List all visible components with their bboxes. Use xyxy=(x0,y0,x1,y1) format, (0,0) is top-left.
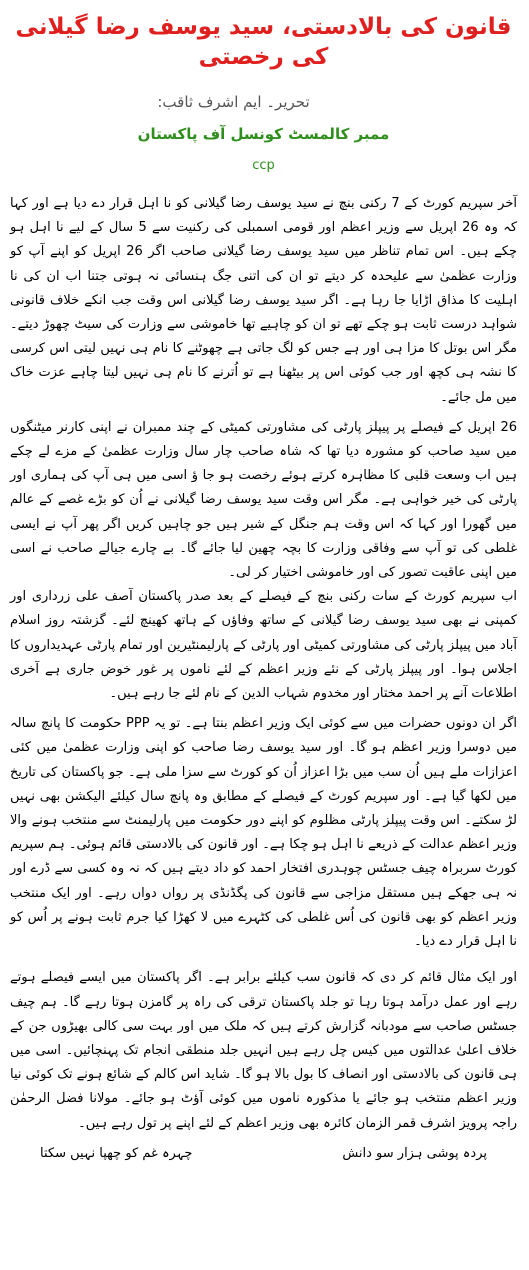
article-page xyxy=(0,12,529,1270)
paragraph-1: آخر سپریم کورٹ کے 7 رکنی بنچ نے سید یوسف رضا گیلانی کو نا اہل قرار دے دیا ہے اور کہا کہ وہ 26 اپریل سے وزیر اعظم اور قومی اسمبلی کی رکنیت سے 5 سال کے لیے نا اہل ہو چکے ہیں۔ اس تمام تناظر میں سید یوسف رضا گیلانی صاحب اگر 26 اپریل کو اپنے آپ کو وزارت عظمیٰ سے علیحدہ کر دیتے تو ان کی اتنی جگ ہنسائی نہ ہوتی جتنا اب ان کی نا اہلیت کا مذاق اڑایا جا رہا ہے۔ اگر سید یوسف رضا گیلانی اس وقت جب انکے خلاف قانونی شواہد درست ثابت ہو چکے تھے تو ان کو چاہیے تھا خاموشی سے وزارت کی سیٹ چھوڑ دیتے۔ مگر اس بوتل کا مزا ہی اور ہے جس کو لگ جاتی ہے چھوٹنے کا نام ہی نہیں لیتی اس کرسی کا نشہ ہی کچھ اور جب کوئی اس پر بیٹھنا ہے تو اُترنے کا نام ہی نہیں لیتا چاہے عزت خاک میں مل جائے۔ xyxy=(10,196,518,405)
article-body xyxy=(10,192,517,1136)
paragraph-5: اور ایک مثال قائم کر دی کہ قانون سب کیلئے برابر ہے۔ اگر پاکستان میں ایسے فیصلے ہوتے رہے اور عمل درآمد ہوتا رہا تو جلد پاکستان ترقی کی راہ پر گامزن ہوتا رہے گا۔ ہم چیف جسٹس صاحب سے مودبانہ گزارش کرتے ہیں کہ ملک میں اور بہت سی کالی بھیڑوں جن کے خلاف اعلیٰ عدالتوں میں کیس چل رہے ہیں انہیں جلد منطقی انجام تک پہنچائیں۔ اسی میں ہی قانون کی بالادستی اور انصاف کا بول بالا ہو گا۔ شاید اس کالم کے شائع ہونے تک کوئی نیا وزیر اعظم منتخب ہو جائے یا مذکورہ ناموں میں کوئی آؤٹ ہو جائے۔ مولانا فضل الرحمٰن راجہ پرویز اشرف قمر الزمان کائرہ بھی وزیر اعظم کے لئے اپنے پر تول رہے ہیں۔ xyxy=(10,970,517,1131)
paragraph-3: اب سپریم کورٹ کے سات رکنی بنچ کے فیصلے کے بعد صدر پاکستان آصف علی زرداری اور کمپنی نے بھی سید یوسف رضا گیلانی کے ساتھ وفاؤں کے ہاتھ کھینچ لئے۔ گزشتہ روز اسلام آباد میں پیپلز پارٹی کی مشاورتی کمیٹی اور پارٹی کے پارلیمنٹیرین اور تمام پارٹی عہدیداروں کا اجلاس ہوا۔ اور پیپلز پارٹی کے نئے وزیر اعظم کے لئے ناموں پر غور خوض جاری ہے آخری اطلاعات آنے پر احمد مختار اور مخدوم شہاب الدین کے نام لئے جا رہے ہیں۔ xyxy=(10,589,517,702)
author-line: تحریر۔ ایم اشرف ثاقب: xyxy=(157,93,310,111)
author-affiliation: ممبر کالمسٹ کونسل آف پاکستان xyxy=(137,125,390,143)
couplet-left: چہرہ غم کو چھپا نہیں سکتا xyxy=(40,1145,193,1161)
couplet-right: پردہ پوشی ہزار سو دانش xyxy=(342,1145,487,1161)
closing-couplet xyxy=(10,1144,517,1164)
ccp-label: ccp xyxy=(252,158,275,173)
paragraph-4: اگر ان دونوں حضرات میں سے کوئی ایک وزیر اعظم بنتا ہے۔ تو یہ PPP حکومت کا پانچ سالہ میں دوسرا وزیر اعظم ہو گا۔ اور سید یوسف رضا صاحب کو اپنی وزارت عظمیٰ میں کئی اعزازات ملے ہیں اُن سب میں بڑا اعزاز اُن کو کورٹ سے سزا ملی ہے۔ جو پاکستان کی تاریخ میں لکھا گیا ہے۔ اور سپریم کورٹ کے فیصلے کے مطابق وہ پانچ سال کیلئے الیکشن بھی نہیں لڑ سکتے۔ اس وقت پیپلز پارٹی مظلوم کو اپنے دور حکومت میں پارلیمنٹ سے منتخب ہونے والا وزیر اعظم عدالت کے ذریعے نا اہل ہو چکا ہے۔ اور قانون کی بالادستی قائم ہوئی۔ ہم سپریم کورٹ سربراہ چیف جسٹس چوہدری افتخار احمد کو داد دیتے ہیں کہ نہ وہ کسی سے ڈرے اور نہ ہی جھکے ہیں مستقل مزاجی سے قانون کی پگڈنڈی پر رواں دواں رہے۔ اور ایک منتخب وزیر اعظم کو بھی قانون کی اُس غلطی کی کٹہرے میں لا کھڑا کیا جرم ثابت ہونے پر اُس کو نا اہل قرار دے دیا۔ xyxy=(10,716,517,950)
article-title: قانون کی بالادستی، سید یوسف رضا گیلانی کی رخصتی xyxy=(15,14,512,70)
paragraph-2: 26 اپریل کے فیصلے پر پیپلز پارٹی کی مشاورتی کمیٹی کے چند ممبران نے اپنی کارنر میٹنگوں میں سید صاحب کو مشورہ دیا تھا کہ شاہ صاحب چار سال وزارت عظمیٰ کے مزے لے چکے ہیں اب وسعت قلبی کا مظاہرہ کرتے ہوئے رخصت ہو جا ؤ اسی میں ہی آپ کی ہماری اور پارٹی کی خیر خواہی ہے۔ مگر اس وقت سید یوسف رضا گیلانی نے اُن کو بڑے غصے کے عالم میں گھورا اور کہا کہ اس وقت ہم جنگل کے شیر ہیں جو چاہیں کریں اگر پھر آپ نے ایسی غلطی کی تو آپ سے وفاقی وزارت کا بچہ چھین لیا جائے گا۔ بے چارے جیالے صاحب نے اسی میں اپنی عاقبت تصور کی اور خاموشی اختیار کر لی۔ xyxy=(10,419,517,581)
